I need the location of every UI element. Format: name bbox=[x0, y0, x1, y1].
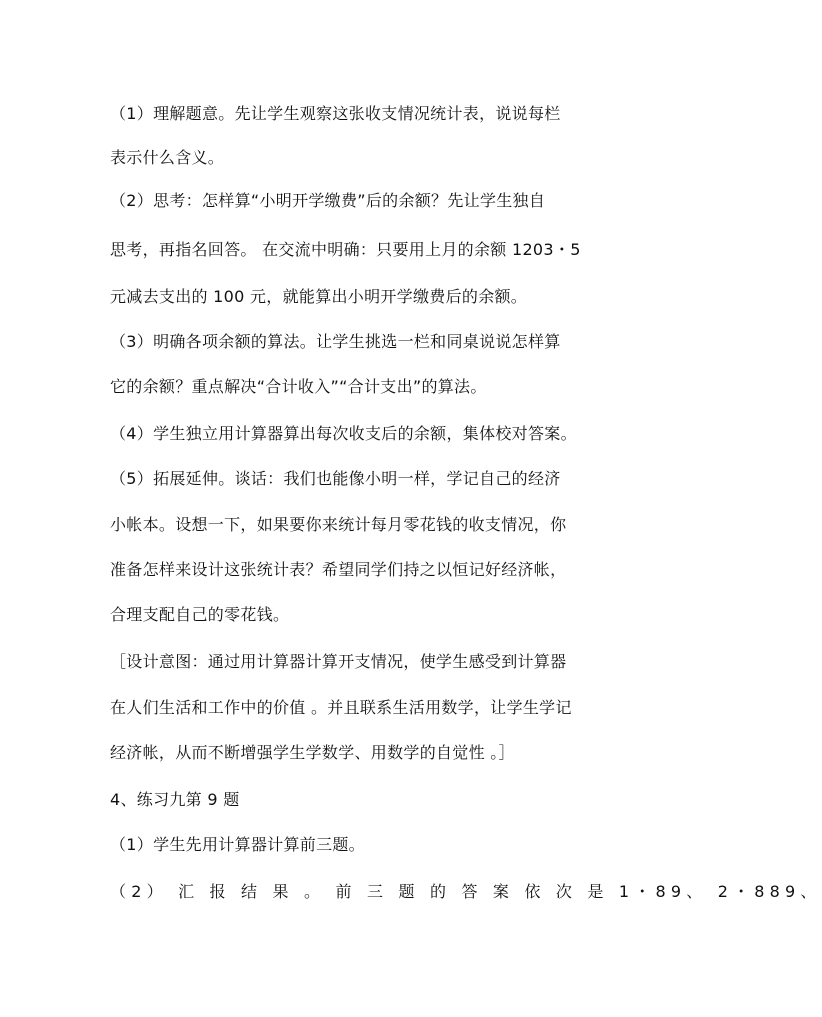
text-line: （4）学生独立用计算器算出每次收支后的余额，集体校对答案。 bbox=[110, 424, 577, 443]
text-line: （2）思考：怎样算“小明开学缴费”后的余额？先让学生独自 bbox=[110, 191, 546, 210]
text-line: （3）明确各项余额的算法。让学生挑选一栏和同桌说说怎样算 bbox=[110, 332, 561, 351]
text-line: 经济帐，从而不断增强学生学数学、用数学的自觉性 。］ bbox=[110, 743, 515, 762]
text-line: 元减去支出的 100 元，就能算出小明开学缴费后的余额。 bbox=[110, 287, 528, 306]
text-line: 准备怎样来设计这张统计表？希望同学们持之以恒记好经济帐， bbox=[110, 560, 567, 579]
text-line: 合理支配自己的零花钱。 bbox=[110, 605, 290, 624]
text-line: （1）理解题意。先让学生观察这张收支情况统计表，说说每栏 bbox=[110, 104, 561, 123]
text-line: 在人们生活和工作中的价值 。并且联系生活用数学，让学生学记 bbox=[110, 698, 572, 717]
text-line: （5）拓展延伸。谈话：我们也能像小明一样，学记自己的经济 bbox=[110, 469, 561, 488]
text-line: 表示什么含义。 bbox=[110, 148, 225, 167]
text-line: ［设计意图：通过用计算器计算开支情况，使学生感受到计算器 bbox=[110, 652, 567, 671]
text-line: 4、练习九第 9 题 bbox=[110, 790, 240, 809]
text-line: 小帐本。设想一下，如果要你来统计每月零花钱的收支情况，你 bbox=[110, 515, 567, 534]
text-line: 它的余额？重点解决“合计收入”“合计支出”的算法。 bbox=[110, 377, 487, 396]
text-line: （2） 汇 报 结 果 。 前 三 题 的 答 案 依 次 是 1・89、 2・889、 bbox=[110, 882, 822, 901]
text-line: （1）学生先用计算器计算前三题。 bbox=[110, 835, 365, 854]
text-line: 思考，再指名回答。 在交流中明确：只要用上月的余额 1203・5 bbox=[110, 240, 581, 259]
